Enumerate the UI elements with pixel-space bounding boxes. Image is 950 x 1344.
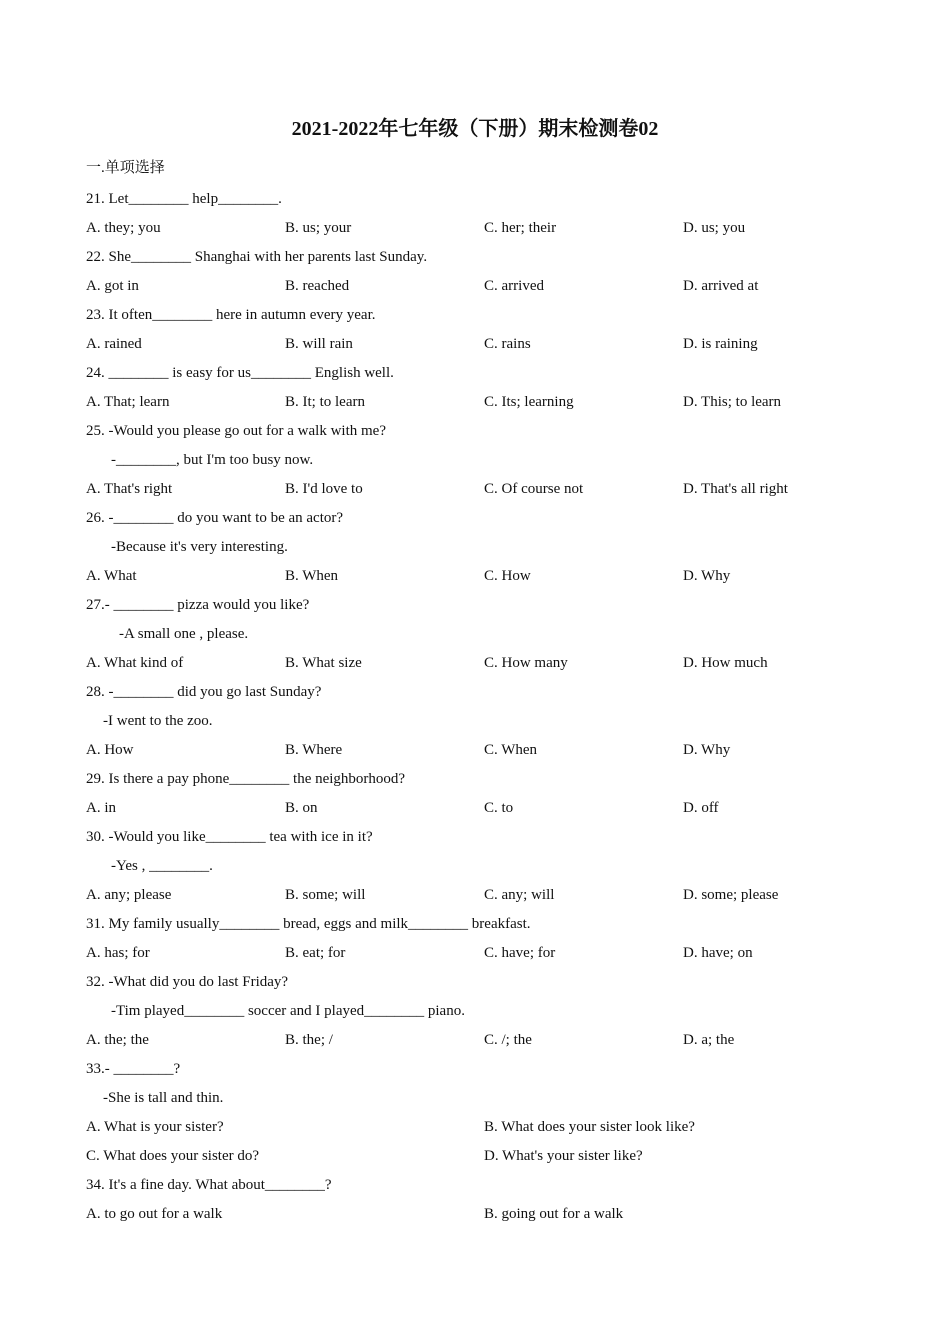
answer-option: D. have; on [683,945,753,961]
answer-option: B. When [285,568,339,584]
answer-option: C. How many [484,655,568,671]
answer-option: B. will rain [285,336,353,352]
question-stem: 31. My family usually________ bread, eggs and milk________ breakfast. [86,916,531,932]
question-stem: 34. It's a fine day. What about________? [86,1177,332,1193]
question-27 [86,591,886,678]
question-30 [86,823,886,910]
answer-option: C. When [484,742,538,758]
question-stem: 28. -________ did you go last Sunday? [86,684,322,700]
answer-option: A. has; for [86,945,150,961]
answer-option: D. This; to learn [683,394,782,410]
answer-option: D. Why [683,742,731,758]
answer-option: C. What does your sister do? [86,1148,260,1164]
answer-option: C. /; the [484,1032,532,1048]
answer-option: D. is raining [683,336,758,352]
answer-option: D. a; the [683,1032,735,1048]
options-row [86,794,886,823]
page-title: 2021-2022年七年级（下册）期末检测卷02 [291,118,659,140]
answer-option: B. reached [285,278,350,294]
answer-option: C. her; their [484,220,557,236]
answer-option: A. any; please [86,887,172,903]
options-row [86,881,886,910]
options-row [86,272,886,301]
options-row [86,475,886,504]
answer-option: A. they; you [86,220,161,236]
options-row [86,939,886,968]
answer-option: A. the; the [86,1032,149,1048]
answer-option: C. Its; learning [484,394,574,410]
answer-option: D. some; please [683,887,779,903]
question-stem: 24. ________ is easy for us________ English well. [86,365,394,381]
answer-option: B. us; your [285,220,352,236]
question-list [86,185,886,1229]
answer-option: B. going out for a walk [484,1206,624,1222]
question-stem: 23. It often________ here in autumn every year. [86,307,376,323]
answer-option: D. us; you [683,220,746,236]
question-stem: 26. -________ do you want to be an actor? [86,510,344,526]
answer-option: D. How much [683,655,768,671]
question-stem: 25. -Would you please go out for a walk with me? [86,423,386,439]
question-21 [86,185,886,243]
answer-option: D. That's all right [683,481,788,497]
answer-option: A. That's right [86,481,173,497]
answer-option: A. That; learn [86,394,170,410]
question-stem: 27.- ________ pizza would you like? [86,597,310,613]
question-reply: -Because it's very interesting. [111,539,288,555]
answer-option: A. rained [86,336,142,352]
answer-option: C. How [484,568,531,584]
answer-option: B. What size [285,655,362,671]
question-stem: 30. -Would you like________ tea with ice in it? [86,829,373,845]
answer-option: A. How [86,742,134,758]
question-22 [86,243,886,301]
options-row [86,330,886,359]
question-reply: -A small one , please. [119,626,249,642]
question-reply: -________, but I'm too busy now. [111,452,314,468]
question-32 [86,968,886,1055]
answer-option: D. off [683,800,719,816]
question-reply: -She is tall and thin. [103,1090,224,1106]
answer-option: B. the; / [285,1032,333,1048]
answer-option: B. I'd love to [285,481,363,497]
answer-option: B. eat; for [285,945,346,961]
question-reply: -I went to the zoo. [103,713,213,729]
question-stem: 32. -What did you do last Friday? [86,974,289,990]
question-29 [86,765,886,823]
answer-option: C. Of course not [484,481,584,497]
answer-option: A. got in [86,278,139,294]
answer-option: B. some; will [285,887,366,903]
question-23 [86,301,886,359]
answer-option: A. in [86,800,116,816]
options-row [86,214,886,243]
answer-option: C. have; for [484,945,556,961]
question-reply: -Tim played________ soccer and I played________ piano. [111,1003,465,1019]
question-34 [86,1171,886,1229]
question-stem: 21. Let________ help________. [86,191,282,207]
answer-option: A. What [86,568,137,584]
options-row [86,736,886,765]
answer-option: B. It; to learn [285,394,365,410]
options-row [86,562,886,591]
answer-option: A. to go out for a walk [86,1206,223,1222]
answer-option: A. What kind of [86,655,184,671]
question-28 [86,678,886,765]
answer-option: C. arrived [484,278,544,294]
options-row [86,1200,886,1229]
answer-option: D. What's your sister like? [484,1148,643,1164]
question-stem: 29. Is there a pay phone________ the neighborhood? [86,771,406,787]
question-25 [86,417,886,504]
answer-option: D. Why [683,568,731,584]
options-row [86,388,886,417]
answer-option: B. on [285,800,318,816]
question-stem: 33.- ________? [86,1061,181,1077]
options-row [86,649,886,678]
answer-option: A. What is your sister? [86,1119,224,1135]
answer-option: C. to [484,800,514,816]
options-row [86,1113,886,1142]
question-24 [86,359,886,417]
section-heading: 一.单项选择 [86,160,165,176]
answer-option: B. Where [285,742,343,758]
options-row [86,1026,886,1055]
options-row [86,1142,886,1171]
question-31 [86,910,886,968]
answer-option: C. rains [484,336,531,352]
question-reply: -Yes , ________. [111,858,213,874]
question-26 [86,504,886,591]
answer-option: D. arrived at [683,278,759,294]
question-stem: 22. She________ Shanghai with her parents last Sunday. [86,249,428,265]
question-33 [86,1055,886,1171]
answer-option: C. any; will [484,887,555,903]
answer-option: B. What does your sister look like? [484,1119,695,1135]
